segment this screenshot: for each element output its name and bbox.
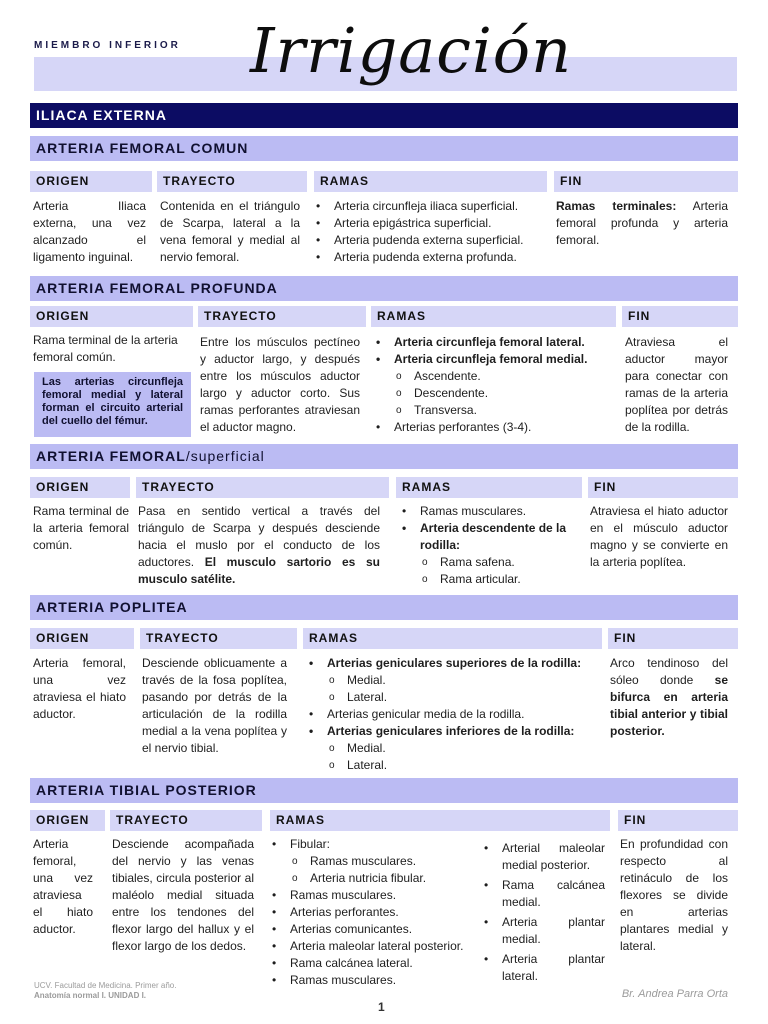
- poplitea-ramas: [305, 655, 603, 774]
- section-femoral-profunda: ARTERIA FEMORAL PROFUNDA: [30, 276, 738, 301]
- section-title-thin: /superficial: [185, 448, 265, 464]
- list-item: • Arteria pudenda externa profunda.: [312, 249, 550, 266]
- list-item: • Arteria epigástrica superficial.: [312, 215, 550, 232]
- tibial-posterior-trayecto: Desciende acompañada del nervio y las venas tibiales, circula posterior al maléolo medial situada entre los tendones del flexor largo del hallux y el flexor largo de los dedos.: [112, 837, 254, 953]
- list-item: • Arteria maleolar lateral posterior.: [268, 938, 480, 955]
- poplitea-trayecto: Desciende oblicuamente a través de la fosa poplítea, pasando por detrás de la articulación de la rodilla medial a la vena poplítea y el nervio tibial.: [142, 656, 287, 755]
- list-item: • Arteria plantar lateral.: [480, 951, 605, 985]
- col-head-origen: ORIGEN: [30, 810, 105, 831]
- femoral-superficial-origen: Rama terminal de la arteria femoral común.: [33, 504, 129, 552]
- col-head-ramas: RAMAS: [303, 628, 602, 649]
- list-subitem: o Rama articular.: [398, 571, 578, 588]
- col-head-trayecto: TRAYECTO: [110, 810, 262, 831]
- femoral-profunda-origen: Rama terminal de la arteria femoral común.: [33, 333, 178, 364]
- list-subitem: o Rama safena.: [398, 554, 578, 571]
- list-item: • Rama calcánea medial.: [480, 877, 605, 911]
- list-item: • Ramas musculares.: [398, 503, 578, 520]
- list-item: • Rama calcánea lateral.: [268, 955, 480, 972]
- poplitea-fin: [610, 655, 728, 740]
- page-section-label: MIEMBRO INFERIOR: [34, 40, 181, 51]
- list-subitem: o Transversa.: [372, 402, 617, 419]
- list-subitem: o Ascendente.: [372, 368, 617, 385]
- list-subitem: o Medial.: [305, 672, 603, 689]
- list-item: • Fibular:: [268, 836, 480, 853]
- tibial-posterior-origen: Arteria femoral, una vez atraviesa el hiato aductor.: [33, 837, 93, 936]
- list-item: • Arteria circunfleja femoral lateral.: [372, 334, 617, 351]
- femoral-profunda-trayecto: Entre los músculos pectíneo y aductor largo, y después entre los músculos aductor largo y aductor corto. Sus ramas perforantes atraviesan el aductor magno.: [200, 335, 360, 434]
- list-item: • Arteria descendente de la rodilla:: [398, 520, 578, 554]
- col-head-fin: FIN: [588, 477, 738, 498]
- femoral-comun-trayecto: Contenida en el triángulo de Scarpa, lateral a la vena femoral y medial al nervio femoral.: [160, 199, 300, 264]
- list-item: • Arterias perforantes.: [268, 904, 480, 921]
- femoral-comun-ramas: [312, 198, 550, 266]
- list-item: • Arteria circunfleja femoral medial.: [372, 351, 617, 368]
- footer-course: [34, 981, 176, 1001]
- list-item: • Arterias perforantes (3-4).: [372, 419, 617, 436]
- page-title: Irrigación: [250, 14, 573, 87]
- col-head-fin: FIN: [618, 810, 738, 831]
- col-head-trayecto: TRAYECTO: [157, 171, 307, 192]
- col-head-trayecto: TRAYECTO: [136, 477, 389, 498]
- list-subitem: o Lateral.: [305, 757, 603, 774]
- col-head-ramas: RAMAS: [396, 477, 582, 498]
- col-head-ramas: RAMAS: [270, 810, 610, 831]
- femoral-comun-origen: Arteria Iliaca externa, una vez alcanzado el ligamento inguinal.: [33, 199, 146, 264]
- list-subitem: o Ramas musculares.: [268, 853, 480, 870]
- col-head-ramas: RAMAS: [314, 171, 547, 192]
- section-femoral-superficial: [30, 444, 738, 469]
- list-item: • Arterias genicular media de la rodilla.: [305, 706, 603, 723]
- list-item: • Arteria circunfleja iliaca superficial.: [312, 198, 550, 215]
- fin-bold: Ramas terminales:: [556, 199, 677, 213]
- footer-line-2: Anatomía normal I. UNIDAD I.: [34, 991, 147, 1000]
- col-head-origen: ORIGEN: [30, 477, 130, 498]
- femoral-profunda-ramas: [372, 334, 617, 436]
- list-item: • Arterias comunicantes.: [268, 921, 480, 938]
- femoral-superficial-ramas: [398, 503, 578, 588]
- fin-text: Arteria femoral profunda y arteria femoral.: [556, 199, 729, 247]
- col-head-fin: FIN: [554, 171, 738, 192]
- list-item: • Arteria plantar medial.: [480, 914, 605, 948]
- femoral-superficial-trayecto: [138, 503, 380, 588]
- col-head-origen: ORIGEN: [30, 306, 193, 327]
- list-item: • Arteria pudenda externa superficial.: [312, 232, 550, 249]
- col-head-trayecto: TRAYECTO: [198, 306, 366, 327]
- list-subitem: o Descendente.: [372, 385, 617, 402]
- col-head-fin: FIN: [622, 306, 738, 327]
- trayecto-text: Pasa en sentido vertical a través del triángulo de Scarpa y después desciende hacia el muslo por el conducto de los aductores.: [138, 504, 380, 569]
- femoral-profunda-note: Las arterias circunfleja femoral medial y lateral forman el circuito arterial del cuello del fémur.: [34, 372, 191, 437]
- page-number: 1: [378, 1000, 385, 1014]
- col-head-ramas: RAMAS: [371, 306, 616, 327]
- section-femoral-comun: ARTERIA FEMORAL COMUN: [30, 136, 738, 161]
- fin-text: Arco tendinoso del sóleo donde: [610, 656, 728, 687]
- list-item: • Arterial maleolar medial posterior.: [480, 840, 605, 874]
- col-head-origen: ORIGEN: [30, 628, 134, 649]
- col-head-origen: ORIGEN: [30, 171, 152, 192]
- list-subitem: o Medial.: [305, 740, 603, 757]
- col-head-fin: FIN: [608, 628, 738, 649]
- section-tibial-posterior: ARTERIA TIBIAL POSTERIOR: [30, 778, 738, 803]
- list-item: • Ramas musculares.: [268, 972, 480, 989]
- trayecto-bold: El musculo sartorio es su musculo satélite.: [138, 555, 380, 586]
- list-item: • Arterias geniculares inferiores de la rodilla:: [305, 723, 603, 740]
- section-title-bold: ARTERIA FEMORAL: [36, 448, 186, 464]
- section-poplitea: ARTERIA POPLITEA: [30, 595, 738, 620]
- col-head-trayecto: TRAYECTO: [140, 628, 297, 649]
- main-section-bar: ILIACA EXTERNA: [30, 103, 738, 128]
- footer-line-1: UCV. Facultad de Medicina. Primer año.: [34, 981, 177, 990]
- fin-bold: se bifurca en arteria tibial anterior y tibial posterior.: [610, 673, 728, 738]
- tibial-posterior-ramas-col1: [268, 836, 480, 989]
- femoral-profunda-fin: Atraviesa el aductor mayor para conectar con ramas de la arteria poplítea por detrás de la rodilla.: [625, 335, 728, 434]
- list-item: • Ramas musculares.: [268, 887, 480, 904]
- list-item: • Arterias geniculares superiores de la rodilla:: [305, 655, 603, 672]
- femoral-comun-fin: [556, 198, 728, 249]
- list-subitem: o Arteria nutricia fibular.: [268, 870, 480, 887]
- list-subitem: o Lateral.: [305, 689, 603, 706]
- tibial-posterior-fin: En profundidad con respecto al retináculo de los flexores se divide en arterias plantares medial y lateral.: [620, 837, 728, 953]
- poplitea-origen: Arteria femoral, una vez atraviesa el hiato aductor.: [33, 656, 126, 721]
- footer-author: Br. Andrea Parra Orta: [621, 988, 728, 1000]
- tibial-posterior-ramas-col2: [480, 840, 605, 985]
- femoral-superficial-fin: Atraviesa el hiato aductor en el músculo aductor magno y se convierte en la arteria poplítea.: [590, 504, 728, 569]
